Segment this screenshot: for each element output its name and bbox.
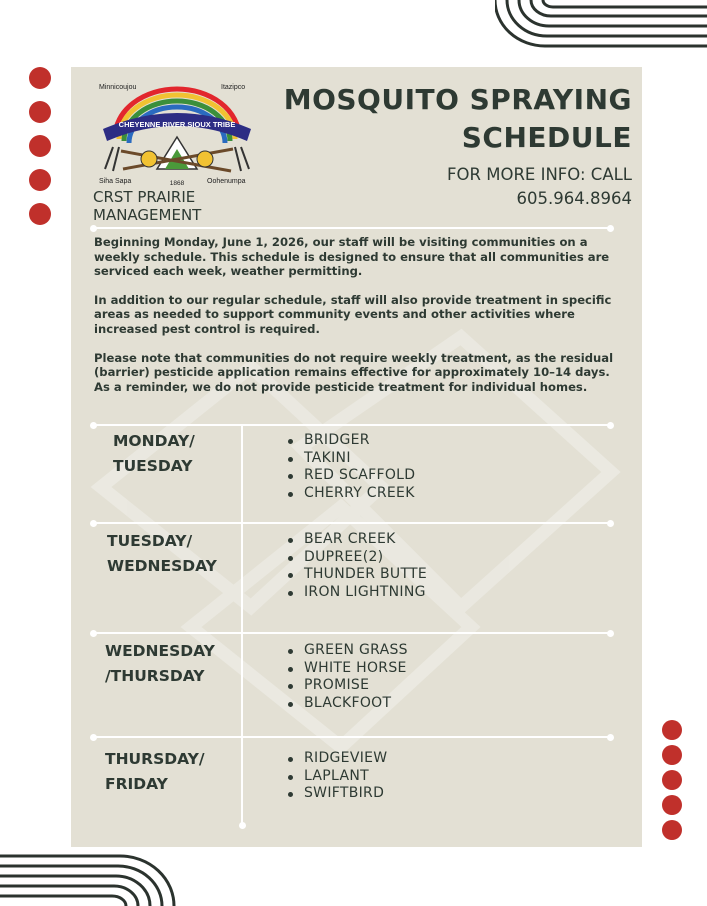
community-item: BLACKFOOT: [287, 695, 408, 713]
intro-paragraph-4: As a reminder, we do not provide pesticide treatment for individual homes.: [94, 379, 588, 394]
divider-row-3: [93, 736, 611, 738]
contact-label: FOR MORE INFO: CALL: [447, 165, 632, 184]
intro-paragraph-2: In addition to our regular schedule, staff will also provide treatment in specific areas as needed to support community events and other activities where increased pest control is required.: [94, 292, 612, 336]
community-item: PROMISE: [287, 677, 408, 695]
logo-text-oohenumpa: Oohenumpa: [207, 178, 246, 185]
logo-text-siha-sapa: Siha Sapa: [99, 178, 132, 185]
schedule-day-tuesday-wednesday: TUESDAY/ WEDNESDAY: [107, 532, 217, 575]
intro-text: [94, 235, 624, 394]
red-dot: [662, 820, 682, 840]
title-line-1: MOSQUITO SPRAYING: [283, 83, 632, 116]
red-dot: [29, 135, 51, 157]
contact-info: [447, 163, 632, 211]
red-dot: [662, 770, 682, 790]
top-right-arcs-decoration: [495, 0, 707, 50]
divider-row-1: [93, 522, 611, 524]
schedule-day-thursday-friday: THURSDAY/ FRIDAY: [105, 750, 205, 793]
red-dot: [662, 745, 682, 765]
community-item: TAKINI: [287, 450, 415, 468]
community-item: RIDGEVIEW: [287, 750, 387, 768]
community-list: [287, 642, 408, 712]
red-dot: [662, 720, 682, 740]
community-list: [287, 531, 427, 601]
organization-name: [93, 188, 201, 224]
red-dot: [662, 795, 682, 815]
title-line-2: SCHEDULE: [461, 121, 632, 154]
community-list: [287, 432, 415, 502]
phone-number: 605.964.8964: [516, 189, 632, 208]
logo-text-minnicoujou: Minnicoujou: [99, 84, 137, 91]
community-item: LAPLANT: [287, 768, 387, 786]
community-item: BEAR CREEK: [287, 531, 427, 549]
org-line-1: CRST PRAIRIE: [93, 188, 196, 206]
community-item: IRON LIGHTNING: [287, 584, 427, 602]
community-item: CHERRY CREEK: [287, 485, 415, 503]
community-item: SWIFTBIRD: [287, 785, 387, 803]
logo-banner-text: CHEYENNE RIVER SIOUX TRIBE: [118, 120, 236, 129]
divider-row-2: [93, 632, 611, 634]
logo-text-year: 1868: [169, 180, 185, 187]
logo-text-itazipco: Itazipco: [221, 84, 246, 91]
intro-paragraph-1: Beginning Monday, June 1, 2026, our staff will be visiting communities on a weekly schedule. This schedule is designed to ensure that all communities are serviced each week, weather permitting.: [94, 235, 610, 279]
right-red-dots: [662, 720, 682, 840]
bottom-left-arcs-decoration: [0, 852, 180, 906]
left-red-dots: [29, 67, 51, 225]
flyer-card: [71, 67, 642, 847]
red-dot: [29, 169, 51, 191]
page-title: [284, 81, 632, 157]
red-dot: [29, 203, 51, 225]
community-list: [287, 750, 387, 803]
intro-paragraph-3: Please note that communities do not require weekly treatment, as the residual (barrier) pesticide application remains effective for approximately 10–14 days.: [94, 350, 614, 380]
community-item: WHITE HORSE: [287, 660, 408, 678]
divider-table-top: [93, 424, 611, 426]
community-item: GREEN GRASS: [287, 642, 408, 660]
schedule-day-wednesday-thursday: WEDNESDAY /THURSDAY: [105, 642, 215, 685]
community-item: RED SCAFFOLD: [287, 467, 415, 485]
community-item: BRIDGER: [287, 432, 415, 450]
divider-header: [93, 227, 611, 229]
community-item: DUPREE(2): [287, 549, 427, 567]
cheyenne-river-sioux-tribe-seal: [93, 79, 261, 191]
red-dot: [29, 67, 51, 89]
schedule-day-monday-tuesday: MONDAY/ TUESDAY: [113, 432, 195, 475]
community-item: THUNDER BUTTE: [287, 566, 427, 584]
org-line-2: MANAGEMENT: [93, 206, 202, 224]
schedule-column-divider: [241, 424, 243, 826]
red-dot: [29, 101, 51, 123]
